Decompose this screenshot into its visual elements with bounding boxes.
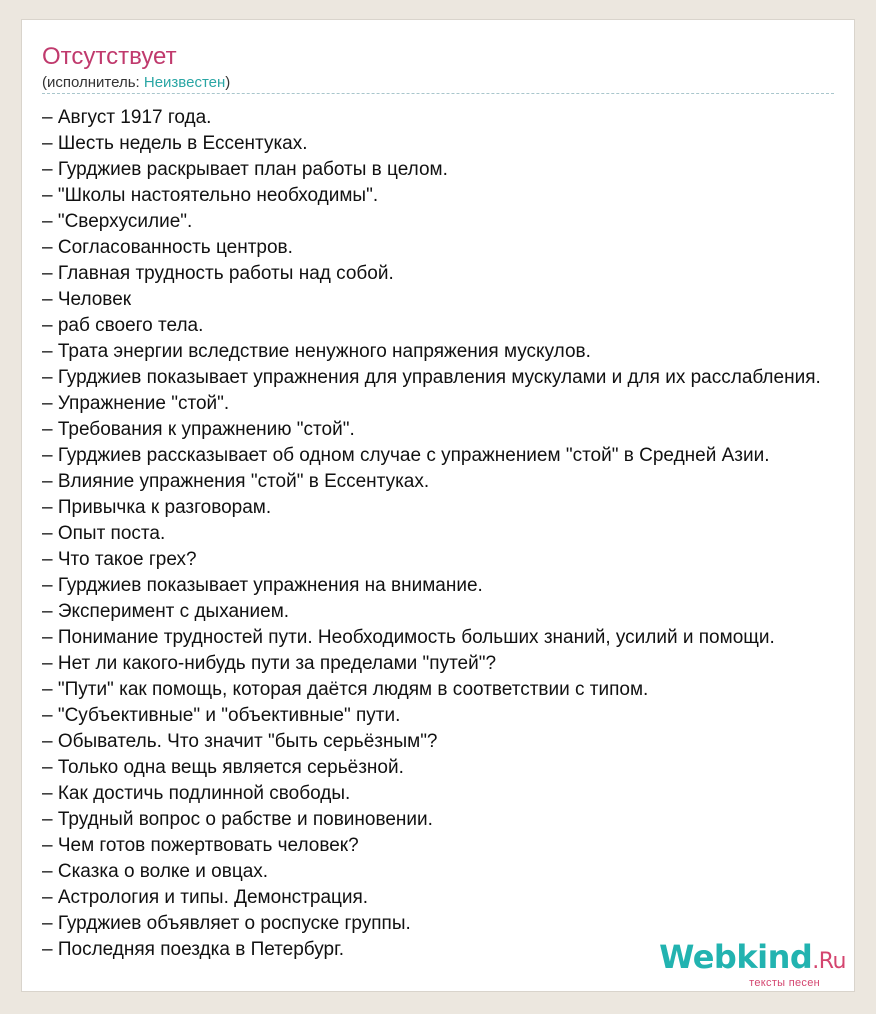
- lyric-line: – Астрология и типы. Демонстрация.: [42, 887, 369, 908]
- lyric-line: – Требования к упражнению "стой".: [42, 419, 355, 440]
- logo-tagline: тексты песен: [749, 977, 820, 989]
- lyric-line: – Эксперимент с дыханием.: [42, 601, 290, 622]
- song-header: [42, 42, 834, 93]
- lyric-line: – Шесть недель в Ессентуках.: [42, 133, 308, 154]
- lyric-line: – "Сверхусилие".: [42, 211, 193, 232]
- lyric-line: – Трудный вопрос о рабстве и повиновении.: [42, 809, 433, 830]
- lyric-line: – "Субъективные" и "объективные" пути.: [42, 705, 401, 726]
- lyric-line: – Гурджиев рассказывает об одном случае с упражнением "стой" в Средней Азии.: [42, 445, 770, 466]
- lyric-line: – Что такое грех?: [42, 549, 197, 570]
- lyric-line: – Сказка о волке и овцах.: [42, 861, 269, 882]
- lyric-line: – Согласованность центров.: [42, 237, 293, 258]
- lyric-line: – Человек: [42, 289, 132, 310]
- lyric-line: – Понимание трудностей пути. Необходимость больших знаний, усилий и помощи.: [42, 627, 775, 648]
- lyric-line: – "Пути" как помощь, которая даётся людям в соответствии с типом.: [42, 679, 649, 700]
- site-logo[interactable]: [659, 940, 846, 989]
- lyric-line: – Август 1917 года.: [42, 107, 212, 128]
- lyric-line: – Гурджиев объявляет о роспуске группы.: [42, 913, 411, 934]
- lyric-line: – Влияние упражнения "стой" в Ессентуках.: [42, 471, 430, 492]
- lyrics-card: [21, 19, 855, 992]
- logo-wordmark: [659, 940, 846, 979]
- logo-name: Webkind: [659, 938, 813, 976]
- lyric-line: – Привычка к разговорам.: [42, 497, 272, 518]
- lyric-line: – Упражнение "стой".: [42, 393, 230, 414]
- meta-prefix: (исполнитель:: [42, 74, 144, 91]
- lyric-line: – Опыт поста.: [42, 523, 166, 544]
- meta-suffix: ): [225, 74, 231, 91]
- lyric-line: – Как достичь подлинной свободы.: [42, 783, 351, 804]
- lyric-line: – Обыватель. Что значит "быть серьёзным"?: [42, 731, 438, 752]
- song-title: Отсутствует: [42, 43, 177, 70]
- lyric-line: – Чем готов пожертвовать человек?: [42, 835, 359, 856]
- lyric-line: – Трата энергии вследствие ненужного напряжения мускулов.: [42, 341, 591, 362]
- lyric-line: – Гурджиев показывает упражнения для управления мускулами и для их расслабления.: [42, 367, 821, 388]
- lyric-line: – Гурджиев показывает упражнения на внимание.: [42, 575, 483, 596]
- lyric-line: – Нет ли какого-нибудь пути за пределами "путей"?: [42, 653, 497, 674]
- lyric-line: – Последняя поездка в Петербург.: [42, 939, 344, 960]
- lyric-line: – раб своего тела.: [42, 315, 204, 336]
- logo-tld: .Ru: [812, 949, 846, 974]
- song-meta: [42, 73, 834, 93]
- lyric-line: – Главная трудность работы над собой.: [42, 263, 394, 284]
- lyrics-list: [42, 105, 855, 963]
- artist-link[interactable]: Неизвестен: [143, 74, 226, 91]
- lyric-line: – Только одна вещь является серьёзной.: [42, 757, 404, 778]
- header-divider: [42, 93, 834, 94]
- lyric-line: – "Школы настоятельно необходимы".: [42, 185, 379, 206]
- lyric-line: – Гурджиев раскрывает план работы в целом.: [42, 159, 448, 180]
